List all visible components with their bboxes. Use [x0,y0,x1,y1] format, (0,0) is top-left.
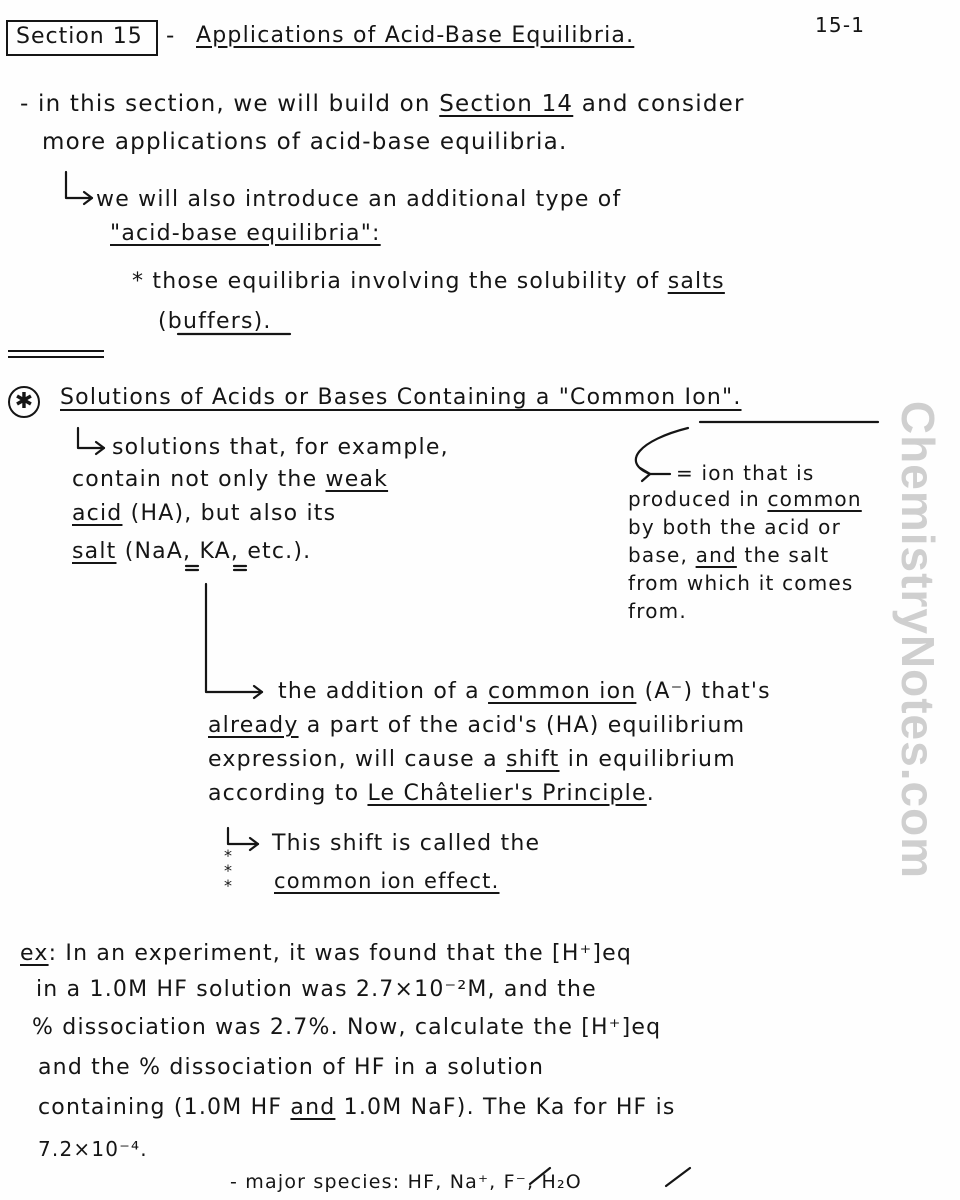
header-dash: - [166,23,176,49]
right-line-2: produced in common [628,487,862,511]
right-line-6: from. [628,599,687,623]
intro-line-4: "acid-base equilibria": [110,221,381,246]
example-label: ex [20,941,49,966]
intro-line-5: * those equilibria involving the solubility of salts [132,269,725,294]
left-line-1: solutions that, for example, [112,435,449,460]
left-line-2: contain not only the weak [72,467,389,492]
section-label: Section 15 [16,24,143,49]
add-line-1: the addition of a common ion (A⁻) that's [278,679,771,704]
left-line-3: acid (HA), but also its [72,501,337,526]
right-line-3: by both the acid or [628,515,841,539]
example-line-4: and the % dissociation of HF in a solution [38,1055,545,1080]
example-line-6: 7.2×10⁻⁴. [38,1137,148,1161]
watermark: ChemistryNotes.com [892,400,944,880]
salts-word: salts [667,269,725,294]
section-box [6,20,158,56]
shift-line-1: This shift is called the [272,831,541,856]
common-ion-effect: common ion effect. [274,869,500,893]
example-line-1: ex: In an experiment, it was found that the [H⁺]eq [20,941,633,966]
example-line-2: in a 1.0M HF solution was 2.7×10⁻²M, and the [36,977,597,1002]
separator-line-2 [8,356,104,358]
page-title: Applications of Acid-Base Equilibria. [196,23,635,48]
add-line-4: according to Le Châtelier's Principle. [208,781,655,806]
intro-line-1: - in this section, we will build on Section 14 and consider [20,91,745,117]
example-line-3: % dissociation was 2.7%. Now, calculate the [H⁺]eq [32,1015,662,1040]
asterisk-stack-icon: * * * [224,846,232,895]
common-ion-heading: Solutions of Acids or Bases Containing a "Common Ion". [60,385,742,410]
left-line-4: salt (NaA, KA, etc.). [72,539,312,564]
right-line-5: from which it comes [628,571,854,595]
add-line-2: already a part of the acid's (HA) equilibrium [208,713,746,738]
page-number: 15-1 [815,13,866,37]
right-line-4: base, and the salt [628,543,830,567]
intro-line-3: we will also introduce an additional type of [96,187,622,212]
major-species: - major species: HF, Na⁺, F⁻, H₂O [230,1171,582,1193]
separator-line [8,350,104,352]
intro-line-6: (buffers). [158,309,272,334]
star-circle-icon: ✱ [8,386,40,418]
right-line-1: = ion that is [676,461,815,485]
add-line-3: expression, will cause a shift in equilibrium [208,747,736,772]
example-line-5: containing (1.0M HF and 1.0M NaF). The Ka for HF is [38,1095,676,1120]
intro-line-2: more applications of acid-base equilibria. [42,129,568,155]
section-14-ref: Section 14 [439,91,574,117]
